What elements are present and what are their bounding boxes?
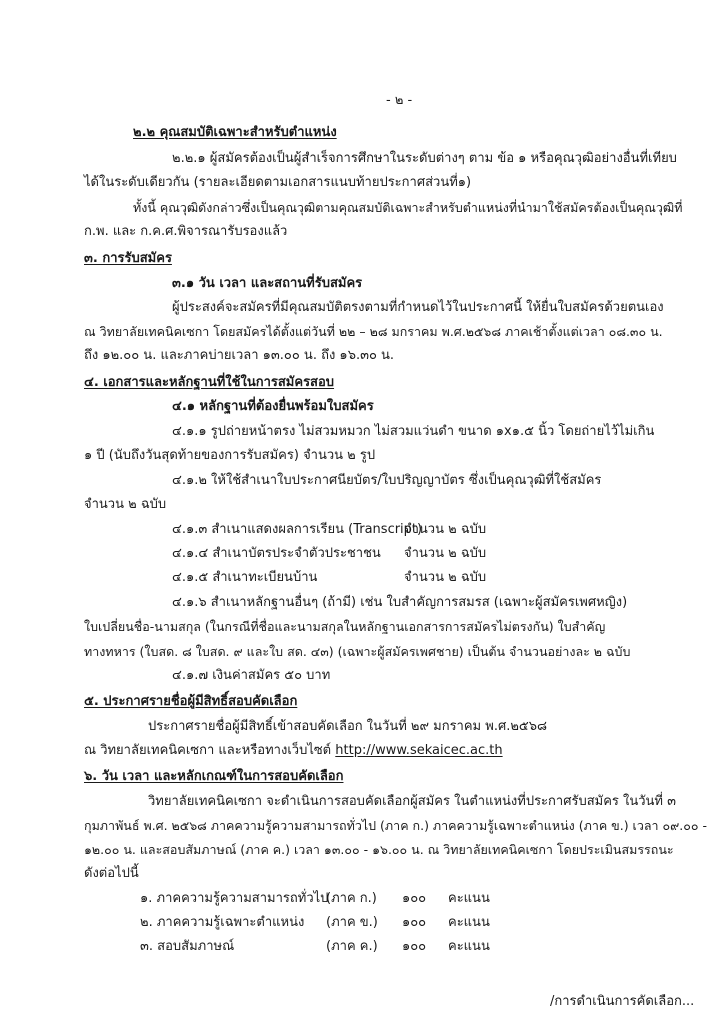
document-item-label: ๔.๑.๔ สำเนาบัตรประจำตัวประชาชน	[172, 546, 381, 561]
exam-part-name: ๑. ภาคความรู้ความสามารถทั่วไป	[140, 891, 329, 906]
exam-part-name: ๒. ภาคความรู้เฉพาะตำแหน่ง	[140, 915, 305, 930]
text-line: ถึง ๑๒.๐๐ น. และภาคบ่ายเวลา ๑๓.๐๐ น. ถึง ๑๖.๓๐ น.	[84, 348, 395, 363]
document-item-qty: จำนวน ๒ ฉบับ	[404, 522, 487, 537]
text-line: ๔.๑.๒ ให้ใช้สำเนาใบประกาศนียบัตร/ใบปริญญาบัตร ซึ่งเป็นคุณวุฒิที่ใช้สมัคร	[172, 473, 602, 488]
text-line: จำนวน ๒ ฉบับ	[84, 497, 167, 512]
text-line: ดังต่อไปนี้	[84, 866, 139, 881]
website-link[interactable]: http://www.sekaicec.ac.th	[335, 743, 503, 758]
exam-part-code: (ภาค ก.)	[326, 891, 377, 906]
text-line: ณ วิทยาลัยเทคนิคเซกา โดยสมัครได้ตั้งแต่วันที่ ๒๒ – ๒๘ มกราคม พ.ศ.๒๕๖๘ ภาคเช้าตั้งแต่เวลา ๐๘.๓๐ น.	[84, 324, 663, 339]
document-item-qty: จำนวน ๒ ฉบับ	[404, 546, 487, 561]
section-6-heading: ๖. วัน เวลา และหลักเกณฑ์ในการสอบคัดเลือก	[84, 769, 344, 784]
text-line	[84, 742, 503, 759]
continuation-note: /การดำเนินการคัดเลือก...	[550, 994, 695, 1009]
text-line: ได้ในระดับเดียวกัน (รายละเอียดตามเอกสารแนบท้ายประกาศส่วนที่๑)	[84, 175, 472, 190]
text-line: ทางทหาร (ใบสด. ๘ ใบสด. ๙ และใบ สด. ๔๓) (เฉพาะผู้สมัครเพศชาย) เป็นต้น จำนวนอย่างละ ๒ ฉบับ	[84, 644, 631, 659]
score-row	[0, 890, 718, 907]
text-line: ก.พ. และ ก.ค.ศ.พิจารณารับรองแล้ว	[84, 224, 288, 239]
section-4-1-heading: ๔.๑ หลักฐานที่ต้องยื่นพร้อมใบสมัคร	[172, 399, 374, 414]
exam-part-code: (ภาค ข.)	[326, 915, 378, 930]
text-span: ณ วิทยาลัยเทคนิคเซกา และหรือทางเว็บไซต์	[84, 743, 332, 758]
exam-score: ๑๐๐	[402, 891, 427, 906]
page-number: - ๒ -	[386, 93, 413, 108]
section-3-heading: ๓. การรับสมัคร	[84, 251, 172, 266]
text-line: ประกาศรายชื่อผู้มีสิทธิ์เข้าสอบคัดเลือก ในวันที่ ๒๙ มกราคม พ.ศ.๒๕๖๘	[148, 719, 548, 734]
text-line: ทั้งนี้ คุณวุฒิดังกล่าวซึ่งเป็นคุณวุฒิตามคุณสมบัติเฉพาะสำหรับตำแหน่งที่นำมาใช้สมัครต้องเป็นคุณวุฒิที่	[133, 200, 683, 215]
section-2-2-heading: ๒.๒ คุณสมบัติเฉพาะสำหรับตำแหน่ง	[133, 125, 337, 140]
text-line: กุมภาพันธ์ พ.ศ. ๒๕๖๘ ภาคความรู้ความสามารถทั่วไป (ภาค ก.) ภาคความรู้เฉพาะตำแหน่ง (ภาค ข.) เวลา ๐๙.๐๐ -	[84, 818, 707, 833]
section-3-1-heading: ๓.๑ วัน เวลา และสถานที่รับสมัคร	[172, 276, 363, 291]
score-row	[0, 938, 718, 955]
exam-score: ๑๐๐	[402, 915, 427, 930]
document-item-label: ๔.๑.๕ สำเนาทะเบียนบ้าน	[172, 570, 318, 585]
exam-part-code: (ภาค ค.)	[326, 939, 378, 954]
text-line: ใบเปลี่ยนชื่อ-นามสกุล (ในกรณีที่ชื่อและนามสกุลในหลักฐานเอกสารการสมัครไม่ตรงกัน) ใบสำคัญ	[84, 619, 606, 634]
text-line: ผู้ประสงค์จะสมัครที่มีคุณสมบัติตรงตามที่กำหนดไว้ในประกาศนี้ ให้ยื่นใบสมัครด้วยตนเอง	[172, 300, 664, 315]
text-line: ๔.๑.๖ สำเนาหลักฐานอื่นๆ (ถ้ามี) เช่น ใบสำคัญการสมรส (เฉพาะผู้สมัครเพศหญิง)	[172, 595, 628, 610]
text-line: วิทยาลัยเทคนิคเซกา จะดำเนินการสอบคัดเลือกผู้สมัคร ในตำแหน่งที่ประกาศรับสมัคร ในวันที่ ๓	[148, 794, 677, 809]
text-line: ๑๒.๐๐ น. และสอบสัมภาษณ์ (ภาค ค.) เวลา ๑๓.๐๐ - ๑๖.๐๐ น. ณ วิทยาลัยเทคนิคเซกา โดยประเมินสมรรถนะ	[84, 842, 674, 857]
exam-part-name: ๓. สอบสัมภาษณ์	[140, 939, 235, 954]
section-5-heading: ๕. ประกาศรายชื่อผู้มีสิทธิ์สอบคัดเลือก	[84, 694, 298, 709]
score-unit: คะแนน	[448, 939, 490, 954]
text-line: ๔.๑.๑ รูปถ่ายหน้าตรง ไม่สวมหมวก ไม่สวมแว่นดำ ขนาด ๑x๑.๕ นิ้ว โดยถ่ายไว้ไม่เกิน	[172, 424, 655, 439]
section-4-heading: ๔. เอกสารและหลักฐานที่ใช้ในการสมัครสอบ	[84, 375, 335, 390]
score-unit: คะแนน	[448, 891, 490, 906]
document-item-label: ๔.๑.๓ สำเนาแสดงผลการเรียน (Transcript)	[172, 522, 423, 537]
text-line: ๔.๑.๗ เงินค่าสมัคร ๕๐ บาท	[172, 668, 331, 683]
text-line: ๒.๒.๑ ผู้สมัครต้องเป็นผู้สำเร็จการศึกษาในระดับต่างๆ ตาม ข้อ ๑ หรือคุณวุฒิอย่างอื่นที่เทียบ	[172, 151, 677, 166]
score-unit: คะแนน	[448, 915, 490, 930]
text-line: ๑ ปี (นับถึงวันสุดท้ายของการรับสมัคร) จำนวน ๒ รูป	[84, 448, 376, 463]
document-item-qty: จำนวน ๒ ฉบับ	[404, 570, 487, 585]
score-row	[0, 914, 718, 931]
exam-score: ๑๐๐	[402, 939, 427, 954]
